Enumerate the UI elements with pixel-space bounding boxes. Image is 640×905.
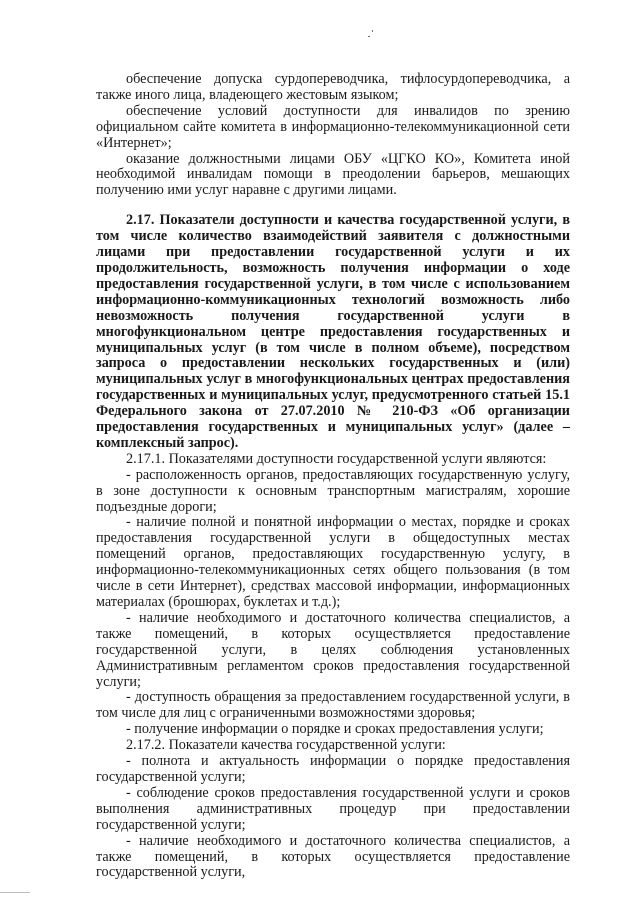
paragraph-sign-language: обеспечение допуска сурдопереводчика, тифлосурдопереводчика, а также иного лица, владеющего жестовым языком; [96,71,570,103]
paragraph-vision-accessibility: обеспечение условий доступности для инвалидов по зрению официальном сайте комитета в информационно-телекоммуникационной сети «Интернет»; [96,102,570,151]
list-item: - доступность обращения за предоставлением государственной услуги, в том числе для лиц с ограниченными возможностями здоровья; [96,689,570,722]
subsection-2-17-1-heading: 2.17.1. Показателями доступности государственной услуги являются: [126,450,547,467]
list-item: - получение информации о порядке и сроках предоставления услуги; [126,721,544,738]
paragraph-officials-assistance: оказание должностными лицами ОБУ «ЦГКО КО», Комитета иной необходимой инвалидам помощи в преодолении барьеров, мешающих получению ими услуг наравне с другими лицами. [96,150,570,199]
section-2-17-heading: 2.17. Показатели доступности и качества государственной услуги, в том числе количество взаимодействий заявителя с должностными лицами при предоставлении государственной услуги и их продолжительность, возможность получения информации о ходе предоставления государственной услуги, в том числе с использованием информационно-коммуникационных технологий возможность либо невозможность получения государственной услуги в многофункциональном центре предоставления государственных и муниципальных услуг (в том числе в полном объеме), посредством запроса о предоставлении нескольких государственных и (или) муниципальных услуг в многофункциональных центрах предоставления государственных и муниципальных услуг, предусмотренного статьей 15.1 Федерального закона от 27.07.2010 № 210-ФЗ «Об организации предоставления государственных и муниципальных услуг» (далее – комплексный запрос). [96,212,570,451]
list-item: - наличие полной и понятной информации о местах, порядке и сроках предоставления государственной услуги в общедоступных местах помещений органов, предоставляющих государственную услугу, в информационно-телекоммуникационных сетях общего пользования (в том числе в сети Интернет), средствах массовой информации, информационных материалах (брошюрах, буклетах и т.д.); [96,514,570,610]
paragraph-gap [96,199,570,213]
list-item: - расположенность органов, предоставляющих государственную услугу, в зоне доступности к основным транспортным магистралям, хорошие подъездные дороги; [96,466,570,515]
list-item: - наличие необходимого и достаточного количества специалистов, а также помещений, в которых осуществляется предоставление государственной услуги, [96,832,570,881]
scan-speck [0,892,30,893]
list-item: - соблюдение сроков предоставления государственной услуги и сроков выполнения административных процедур при предоставлении государственной услуги; [96,784,570,833]
document-page [96,72,570,881]
scan-speck [372,30,373,32]
subsection-2-17-2-heading: 2.17.2. Показатели качества государственной услуги: [126,737,446,754]
list-item: - полнота и актуальность информации о порядке предоставления государственной услуги; [96,753,570,785]
list-item: - наличие необходимого и достаточного количества специалистов, а также помещений, в которых осуществляется предоставление государственной услуги, в целях соблюдения установленных Административным регламентом сроков предоставления государственной услуги; [96,609,570,690]
scan-speck [368,36,370,37]
